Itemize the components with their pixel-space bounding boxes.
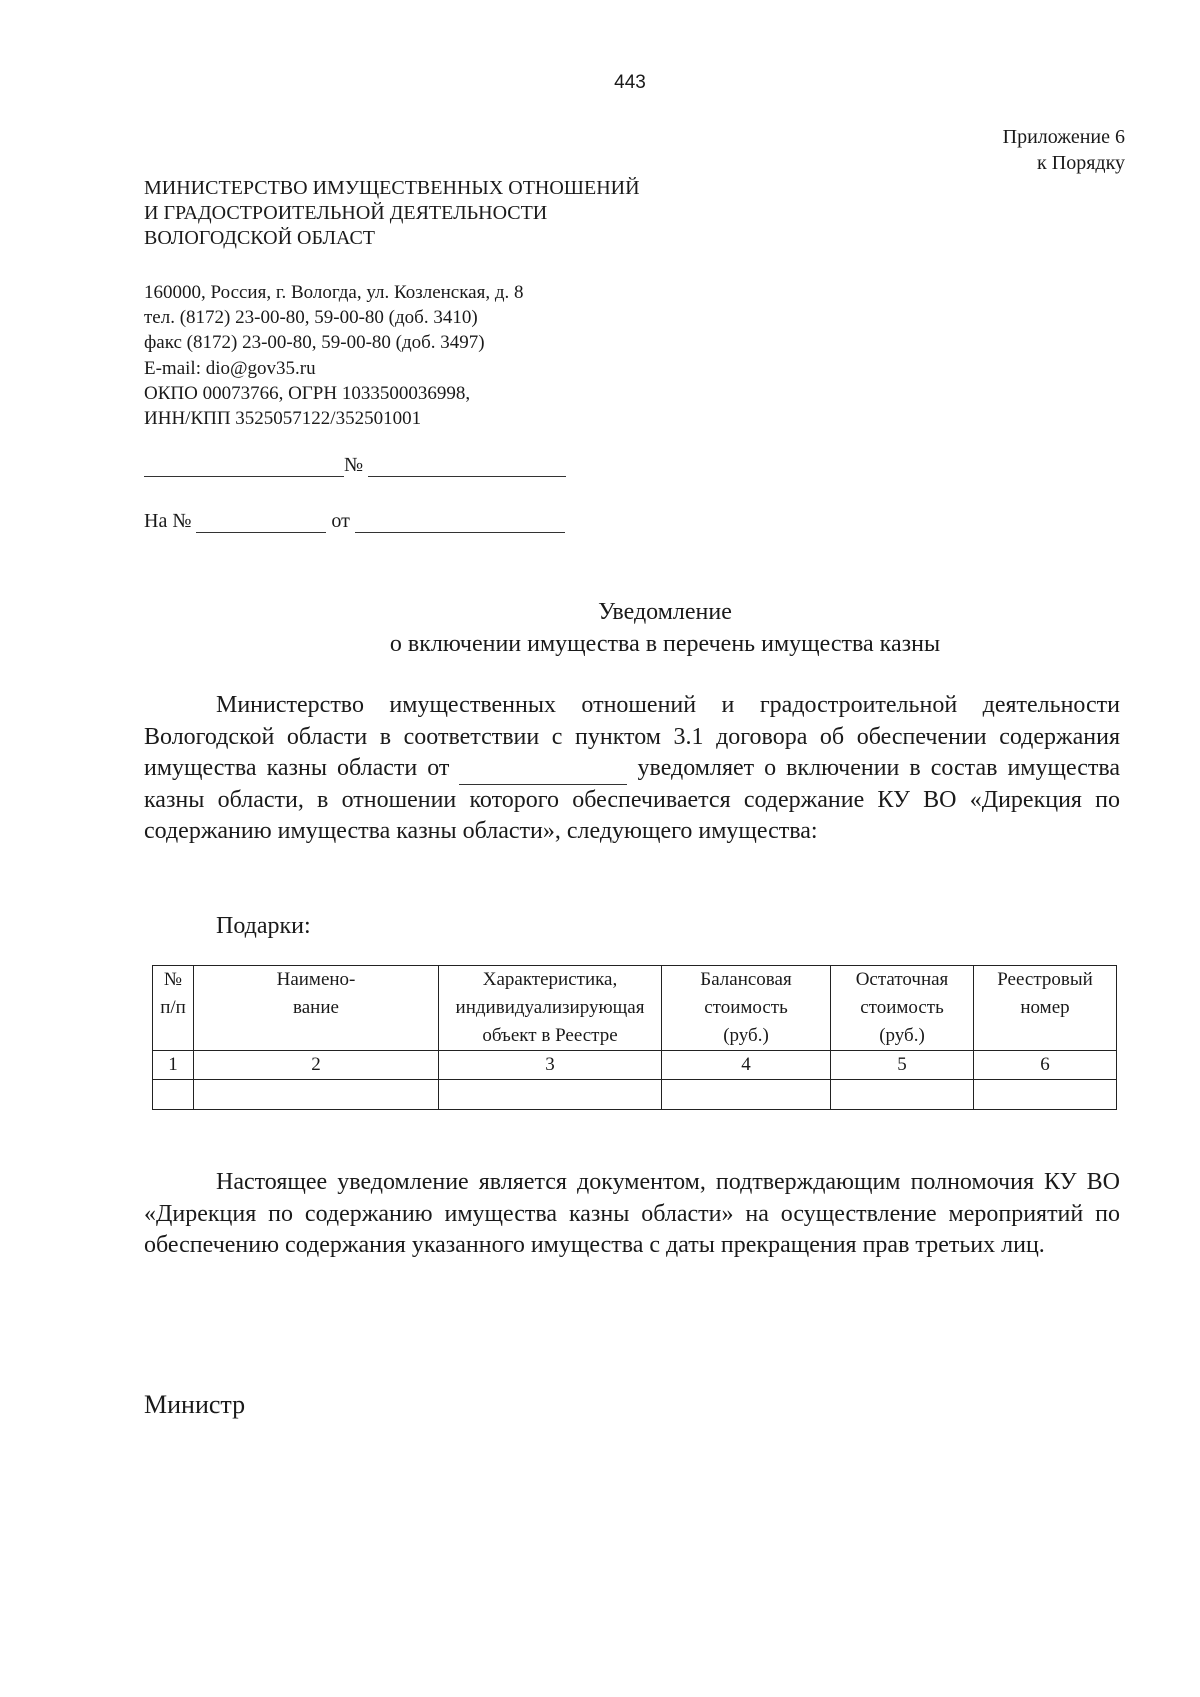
paragraph1-text-start: Министерство имущественных отношений и градостроительной деятельности Вологодской области в соответствии с пунктом 3.1 договора об обеспечении содержания имущества казны области от (144, 692, 1120, 781)
title-line-1: Уведомление (598, 599, 732, 625)
page-number: 443 (614, 72, 646, 93)
number-cell: 6 (974, 1051, 1117, 1080)
table-header-row (153, 966, 1117, 1051)
table-number-row (153, 1051, 1117, 1080)
header-cell: Наимено- вание (194, 966, 439, 1051)
number-cell: 1 (153, 1051, 194, 1080)
number-cell: 2 (194, 1051, 439, 1080)
okpo-ogrn: ОКПО 00073766, ОГРН 1033500036998, (144, 382, 471, 404)
reply-from: от (331, 510, 350, 532)
sender-line-2: И ГРАДОСТРОИТЕЛЬНОЙ ДЕЯТЕЛЬНОСТИ (144, 202, 548, 224)
empty-cell (194, 1080, 439, 1110)
authority-paragraph (144, 1167, 1120, 1262)
header-cell: Остаточная стоимость (руб.) (831, 966, 974, 1051)
notification-paragraph (144, 690, 1120, 848)
sender-line-1: МИНИСТЕРСТВО ИМУЩЕСТВЕННЫХ ОТНОШЕНИЙ (144, 177, 640, 199)
date-blank (144, 456, 344, 477)
number-cell: 4 (662, 1051, 831, 1080)
number-sign: № (344, 454, 364, 476)
appendix-line-1: Приложение 6 (1002, 126, 1125, 148)
empty-cell (831, 1080, 974, 1110)
inn-kpp: ИНН/КПП 3525057122/352501001 (144, 408, 422, 430)
reply-date-blank (355, 512, 565, 533)
email: E-mail: dio@gov35.ru (144, 357, 316, 379)
sender-organization (144, 176, 640, 251)
sender-line-3: ВОЛОГОДСКОЙ ОБЛАСТ (144, 227, 376, 249)
reply-registration-line (144, 510, 565, 533)
phone: тел. (8172) 23-00-80, 59-00-80 (доб. 3410) (144, 307, 478, 329)
empty-cell (662, 1080, 831, 1110)
header-cell: Характеристика, индивидуализирующая объект в Реестре (439, 966, 662, 1051)
reply-prefix: На № (144, 510, 192, 532)
reply-number-blank (196, 512, 326, 533)
empty-cell (153, 1080, 194, 1110)
header-cell: № п/п (153, 966, 194, 1051)
contract-date-blank (459, 762, 627, 785)
signature-title: Министр (144, 1390, 246, 1419)
number-cell: 5 (831, 1051, 974, 1080)
empty-cell (974, 1080, 1117, 1110)
sender-contacts (144, 280, 524, 431)
number-cell: 3 (439, 1051, 662, 1080)
fax: факс (8172) 23-00-80, 59-00-80 (доб. 3497) (144, 332, 485, 354)
header-cell: Реестровый номер (974, 966, 1117, 1051)
number-blank (368, 456, 566, 477)
title-line-2: о включении имущества в перечень имущества казны (389, 631, 941, 657)
document-title (0, 596, 1200, 660)
empty-cell (439, 1080, 662, 1110)
property-table (152, 965, 1117, 1110)
gifts-label: Подарки: (216, 913, 311, 939)
paragraph2-text: Настоящее уведомление является документом, подтверждающим полномочия КУ ВО «Дирекция по содержанию имущества казны области» на осуществление мероприятий по обеспечению содержания указанного имущества с даты прекращения прав третьих лиц. (144, 1169, 1120, 1258)
paragraph1-text-end: уведомляет о включении в состав имущества казны области, в отношении которого обеспечивается содержание КУ ВО «Дирекция по содержанию имущества казны области», следующего имущества: (144, 755, 1121, 844)
outgoing-registration-line (144, 454, 566, 477)
table-empty-row (153, 1080, 1117, 1110)
appendix-line-2: к Порядку (1037, 152, 1125, 174)
appendix-reference (1003, 124, 1125, 176)
address: 160000, Россия, г. Вологда, ул. Козленская, д. 8 (144, 282, 524, 303)
header-cell: Балансовая стоимость (руб.) (662, 966, 831, 1051)
